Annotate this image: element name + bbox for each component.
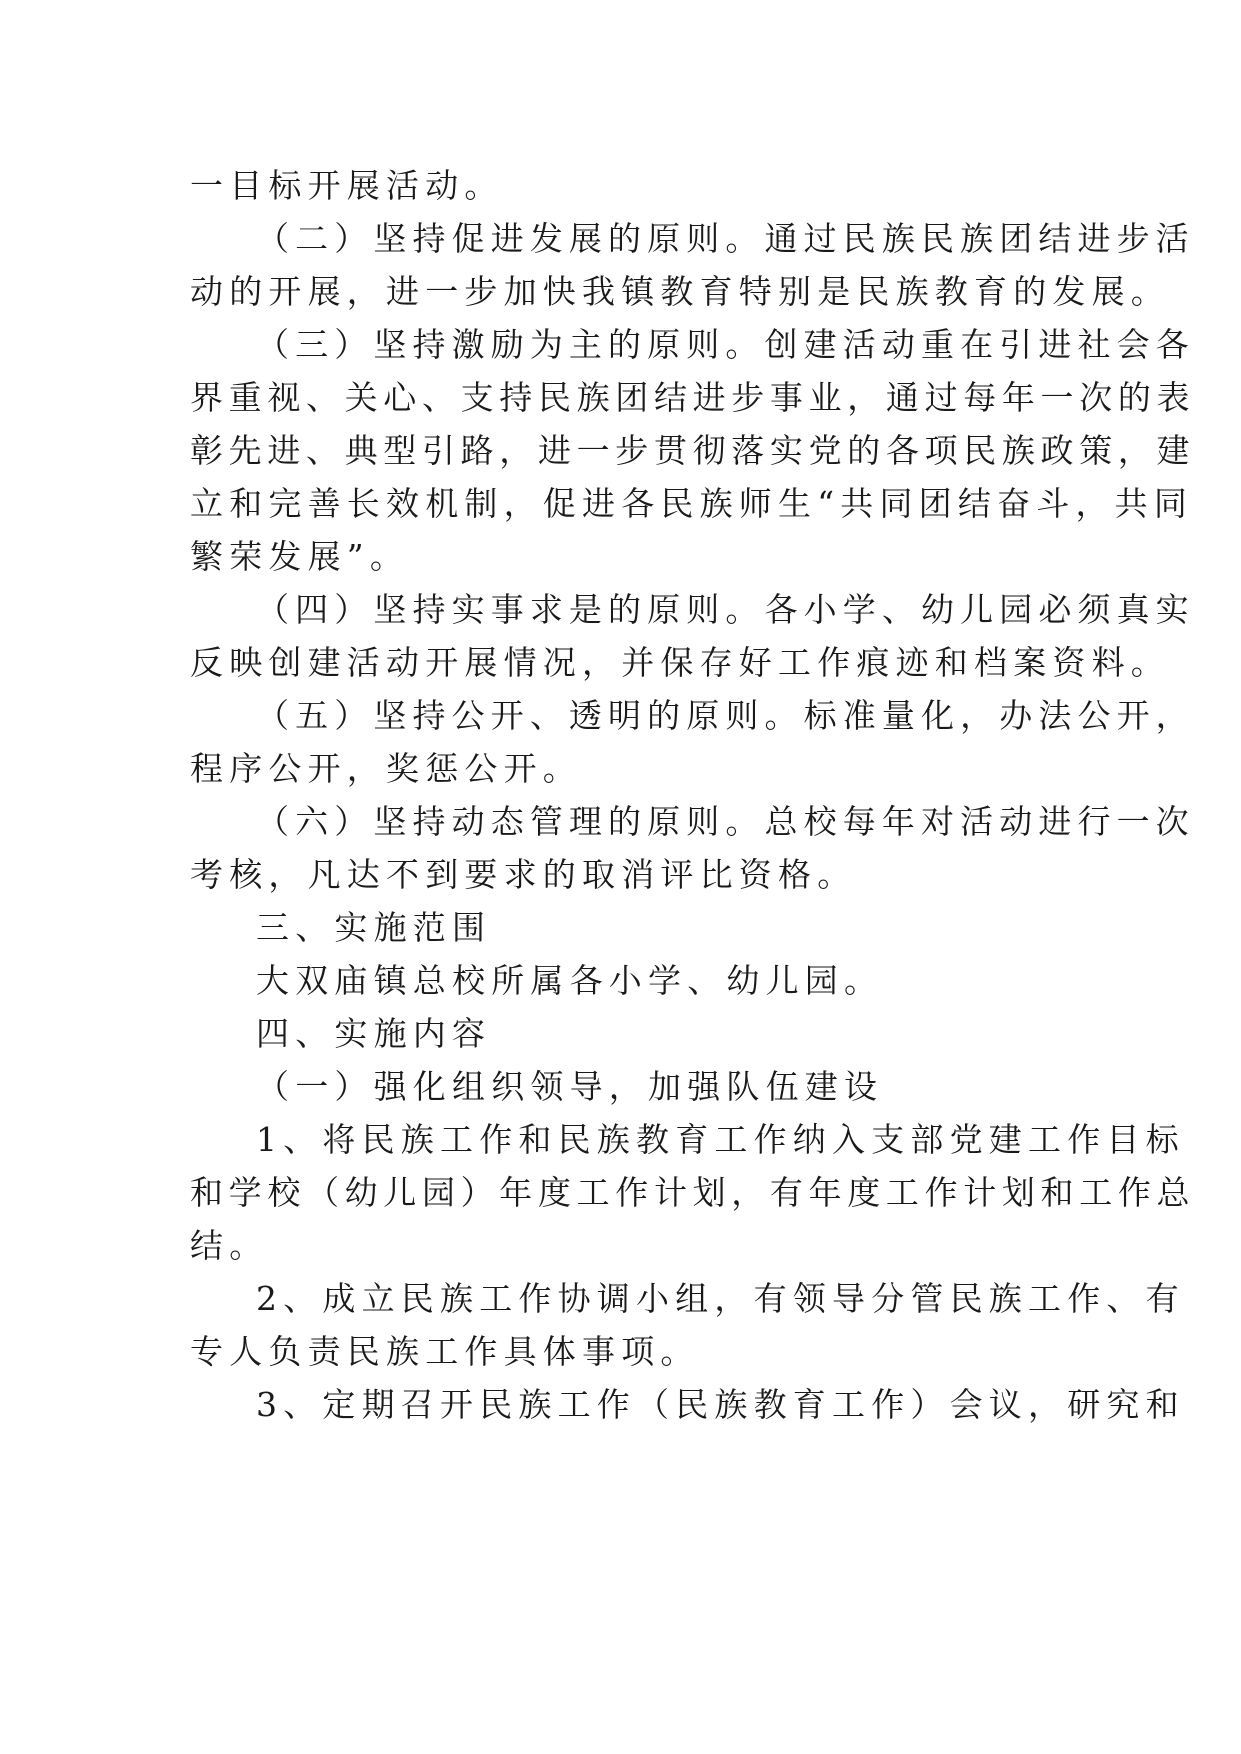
text-line: 大双庙镇总校所属各小学、幼儿园。 — [256, 961, 884, 1000]
text-line: 立和完善长效机制，促进各民族师生“共同团结奋斗，共同 — [190, 484, 1194, 523]
text-line: （六）坚持动态管理的原则。总校每年对活动进行一次 — [256, 802, 1195, 841]
text-line: 专人负责民族工作具体事项。 — [190, 1332, 700, 1371]
section-heading: 三、实施范围 — [256, 908, 492, 947]
text-line: 动的开展，进一步加快我镇教育特别是民族教育的发展。 — [190, 272, 1170, 311]
text-line: 一目标开展活动。 — [190, 166, 504, 205]
text-line: 2、成立民族工作协调小组，有领导分管民族工作、有 — [256, 1279, 1185, 1318]
text-line: 界重视、关心、支持民族团结进步事业，通过每年一次的表 — [190, 378, 1196, 417]
text-line: （二）坚持促进发展的原则。通过民族民族团结进步活 — [256, 219, 1195, 258]
text-line: （五）坚持公开、透明的原则。标准量化，办法公开， — [256, 696, 1195, 735]
text-line: 繁荣发展”。 — [190, 537, 410, 576]
text-line: 和学校（幼儿园）年度工作计划，有年度工作计划和工作总 — [190, 1173, 1196, 1212]
text-line: 考核，凡达不到要求的取消评比资格。 — [190, 855, 857, 894]
text-line: 彰先进、典型引路，进一步贯彻落实党的各项民族政策，建 — [190, 431, 1196, 470]
subsection-heading: （一）强化组织领导，加强队伍建设 — [256, 1067, 884, 1106]
text-line: 反映创建活动开展情况，并保存好工作痕迹和档案资料。 — [190, 643, 1170, 682]
text-line: 1、将民族工作和民族教育工作纳入支部党建工作目标 — [256, 1120, 1185, 1159]
section-heading: 四、实施内容 — [256, 1014, 492, 1053]
text-line: 3、定期召开民族工作（民族教育工作）会议，研究和 — [256, 1385, 1185, 1424]
text-line: 程序公开，奖惩公开。 — [190, 749, 582, 788]
text-line: 结。 — [190, 1226, 269, 1265]
text-line: （四）坚持实事求是的原则。各小学、幼儿园必须真实 — [256, 590, 1195, 629]
text-line: （三）坚持激励为主的原则。创建活动重在引进社会各 — [256, 325, 1195, 364]
